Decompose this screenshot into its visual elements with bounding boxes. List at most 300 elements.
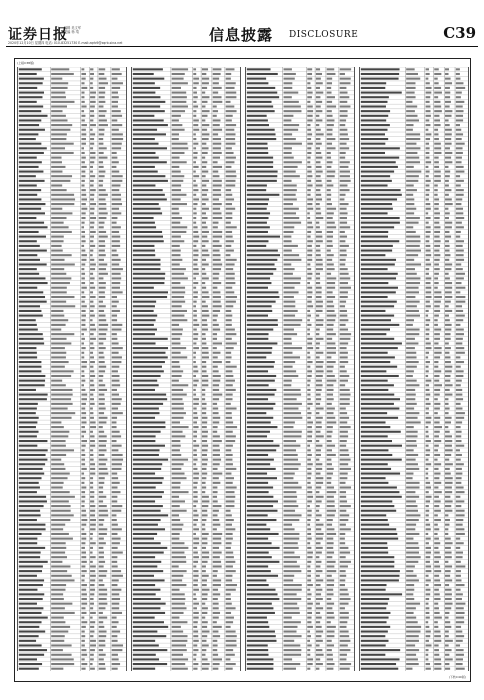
table-cell-text (406, 552, 419, 554)
table-cell-text (112, 175, 123, 177)
table-cell-text (202, 603, 205, 605)
table-cell-text (112, 380, 120, 382)
table-cell-text (226, 184, 236, 186)
table-cell-text (226, 231, 232, 233)
table-cell-text (456, 319, 463, 321)
table-cell-text (456, 547, 460, 549)
table-cell-text (327, 454, 336, 456)
table-cell-text (90, 407, 93, 409)
table-cell-text (193, 459, 197, 461)
table-cell-text (456, 496, 461, 498)
table-cell-text (361, 593, 402, 595)
table-cell-text (456, 533, 465, 535)
table-cell-text (434, 612, 439, 614)
table-cell-text (81, 356, 84, 358)
table-cell-text (426, 440, 431, 442)
table-cell-text (445, 468, 450, 470)
table-cell-text (316, 519, 320, 521)
table-cell-text (81, 180, 84, 182)
table-cell-text (327, 593, 334, 595)
table-cell-text (406, 621, 418, 623)
table-cell-text (112, 426, 117, 428)
table-cell-text (112, 291, 123, 293)
table-cell-text (445, 110, 452, 112)
table-cell-text (193, 194, 196, 196)
table-cell-text (456, 231, 461, 233)
table-cell-text (327, 222, 335, 224)
table-cell-text (316, 649, 322, 651)
section-title-chinese: 信息披露 (209, 26, 274, 44)
table-cell-text (406, 370, 414, 372)
table-cell-text (456, 440, 462, 442)
table-cell-text (193, 640, 198, 642)
table-cell-text (307, 454, 312, 456)
table-cell-text (456, 366, 461, 368)
table-cell-text (445, 384, 453, 386)
table-cell-text (226, 473, 232, 475)
table-cell-text (327, 338, 332, 340)
table-cell-text (434, 407, 440, 409)
table-cell-text (327, 319, 336, 321)
table-cell-text (340, 417, 349, 419)
table-cell-text (426, 287, 432, 289)
table-cell-text (316, 129, 321, 131)
table-cell-text (193, 203, 197, 205)
table-cell-text (81, 73, 86, 75)
table-cell-text (247, 547, 280, 549)
table-cell-text (172, 194, 187, 196)
table-cell-text (284, 291, 299, 293)
table-cell-text (193, 119, 199, 121)
table-cell-text (112, 477, 118, 479)
table-cell-text (226, 171, 236, 173)
table-cell-text (247, 282, 272, 284)
table-cell-text (226, 152, 234, 154)
table-cell-text (247, 658, 274, 660)
table-cell-text (133, 315, 157, 317)
table-cell-text (172, 486, 180, 488)
table-cell-text (426, 668, 431, 670)
table-cell-text (307, 398, 311, 400)
table-cell-text (172, 510, 187, 512)
table-cell-text (90, 129, 93, 131)
table-cell-text (226, 519, 234, 521)
table-cell-text (172, 184, 181, 186)
table-cell-text (226, 147, 232, 149)
table-cell-text (213, 612, 220, 614)
table-cell-text (202, 333, 206, 335)
table-cell-text (213, 440, 222, 442)
table-cell-text (426, 468, 429, 470)
table-cell-text (327, 315, 336, 317)
table-cell-text (19, 561, 48, 563)
table-cell-text (247, 524, 267, 526)
table-cell-text (340, 263, 346, 265)
table-cell-text (361, 356, 395, 358)
table-cell-text (213, 589, 218, 591)
table-cell-text (226, 459, 233, 461)
table-cell-text (172, 171, 181, 173)
table-cell-text (426, 305, 431, 307)
table-cell-text (445, 87, 450, 89)
table-cell-text (434, 189, 437, 191)
table-cell-text (456, 250, 464, 252)
table-cell-text (361, 282, 389, 284)
table-cell-text (193, 370, 198, 372)
table-cell-text (406, 282, 420, 284)
table-cell-text (327, 542, 334, 544)
table-cell-text (99, 324, 108, 326)
table-cell-text (426, 101, 430, 103)
table-cell-text (284, 561, 297, 563)
table-cell-text (284, 217, 300, 219)
table-cell-text (284, 384, 292, 386)
table-cell-text (193, 384, 197, 386)
table-cell-text (434, 384, 442, 386)
table-cell-text (340, 138, 349, 140)
table-cell-text (426, 556, 431, 558)
table-cell-text (90, 263, 96, 265)
table-cell-text (213, 73, 221, 75)
table-cell-text (456, 417, 464, 419)
table-cell-text (445, 166, 448, 168)
table-cell-text (316, 254, 321, 256)
table-cell-text (307, 73, 312, 75)
table-cell-text (456, 556, 463, 558)
table-cell-text (307, 161, 310, 163)
table-cell-text (99, 621, 104, 623)
table-cell-text (172, 119, 179, 121)
table-cell-text (213, 245, 222, 247)
table-cell-text (445, 250, 449, 252)
table-cell-text (456, 352, 465, 354)
table-cell-text (226, 198, 234, 200)
table-cell-text (99, 152, 104, 154)
table-cell-text (51, 552, 65, 554)
table-cell-text (51, 426, 64, 428)
table-cell-text (316, 556, 319, 558)
table-cell-text (51, 328, 61, 330)
table-cell-text (99, 538, 104, 540)
table-cell-text (90, 575, 96, 577)
table-cell-text (90, 273, 93, 275)
table-cell-text (406, 208, 416, 210)
table-cell-text (112, 454, 123, 456)
table-cell-text (327, 105, 336, 107)
table-cell-text (202, 654, 206, 656)
table-cell-text (456, 612, 465, 614)
table-cell-text (307, 658, 313, 660)
table-cell-text (247, 259, 278, 261)
table-cell-text (406, 440, 416, 442)
table-cell-text (99, 217, 107, 219)
table-cell-text (340, 421, 348, 423)
table-cell-text (247, 319, 278, 321)
table-cell-text (456, 491, 465, 493)
table-cell-text (172, 547, 189, 549)
table-cell-text (81, 552, 86, 554)
table-cell-text (247, 375, 276, 377)
table-cell-text (112, 296, 117, 298)
table-cell-text (406, 366, 417, 368)
table-cell-text (81, 184, 84, 186)
table-cell-text (327, 589, 333, 591)
table-cell-text (247, 468, 276, 470)
table-cell-text (284, 505, 299, 507)
table-cell-text (284, 143, 302, 145)
table-cell-text (434, 394, 439, 396)
table-cell-text (226, 296, 237, 298)
table-cell-text (19, 384, 45, 386)
table-cell-text (81, 565, 85, 567)
table-cell-text (406, 212, 414, 214)
table-cell-text (361, 533, 397, 535)
table-cell-text (81, 593, 86, 595)
table-cell-text (247, 394, 275, 396)
table-cell-text (340, 287, 351, 289)
table-cell-text (81, 87, 87, 89)
table-cell-text (307, 486, 312, 488)
table-cell-text (434, 333, 440, 335)
table-cell-text (284, 630, 297, 632)
table-cell-text (284, 240, 292, 242)
table-cell-text (213, 328, 220, 330)
table-cell-text (247, 203, 268, 205)
table-cell-text (202, 528, 206, 530)
table-cell-text (327, 254, 334, 256)
table-cell-text (406, 468, 419, 470)
table-cell-text (284, 282, 301, 284)
table-cell-text (202, 222, 206, 224)
table-cell-text (327, 468, 334, 470)
table-cell-text (434, 222, 439, 224)
table-cell-text (361, 194, 402, 196)
table-cell-text (406, 435, 417, 437)
table-cell-text (406, 82, 415, 84)
table-cell-text (445, 277, 450, 279)
table-cell-text (51, 175, 72, 177)
table-cell-text (51, 389, 72, 391)
table-cell-text (316, 78, 321, 80)
table-cell-text (361, 250, 392, 252)
table-cell-text (340, 352, 348, 354)
table-cell-text (406, 384, 419, 386)
table-cell-text (316, 398, 321, 400)
table-cell-text (361, 273, 398, 275)
table-cell-text (226, 575, 233, 577)
table-cell-text (99, 105, 104, 107)
table-cell-text (213, 412, 219, 414)
table-cell-text (327, 189, 331, 191)
table-cell-text (307, 147, 311, 149)
table-cell-text (51, 398, 71, 400)
table-cell-text (133, 333, 155, 335)
table-cell-text (90, 477, 93, 479)
table-cell-text (133, 398, 167, 400)
table-cell-text (90, 370, 94, 372)
table-cell-text (51, 584, 66, 586)
table-cell-text (133, 533, 157, 535)
table-cell-text (445, 338, 451, 340)
table-cell-text (213, 649, 218, 651)
table-cell-text (327, 538, 334, 540)
table-cell-text (445, 630, 449, 632)
table-cell-text (284, 133, 293, 135)
table-cell-text (327, 96, 335, 98)
table-cell-text (445, 115, 451, 117)
table-cell-text (327, 361, 336, 363)
table-cell-text (193, 542, 199, 544)
table-cell-text (284, 486, 302, 488)
table-cell-text (406, 561, 418, 563)
table-cell-text (307, 496, 313, 498)
table-cell-text (172, 198, 181, 200)
table-cell-text (456, 110, 464, 112)
table-cell-text (226, 180, 236, 182)
table-cell-text (340, 640, 351, 642)
table-cell-text (193, 607, 197, 609)
table-cell-text (340, 477, 348, 479)
table-cell-text (133, 296, 167, 298)
table-cell-text (133, 412, 160, 414)
table-cell-text (307, 417, 311, 419)
table-cell-text (90, 180, 94, 182)
table-cell-text (340, 356, 348, 358)
table-cell-text (307, 528, 311, 530)
table-cell-text (51, 319, 68, 321)
table-cell-text (426, 644, 432, 646)
table-cell-text (213, 598, 218, 600)
table-cell-text (133, 607, 161, 609)
table-cell-text (284, 305, 296, 307)
table-cell-text (51, 589, 65, 591)
table-cell-text (327, 115, 333, 117)
table-cell-text (112, 152, 117, 154)
table-cell-text (193, 245, 196, 247)
table-cell-text (284, 589, 302, 591)
table-cell-text (445, 129, 452, 131)
table-cell-text (226, 607, 236, 609)
table-cell-text (284, 617, 292, 619)
table-cell-text (307, 189, 311, 191)
table-cell-text (112, 236, 121, 238)
table-cell-text (81, 352, 84, 354)
table-cell-text (172, 370, 183, 372)
table-cell-text (247, 612, 275, 614)
table-cell-text (445, 217, 449, 219)
table-cell-text (361, 542, 387, 544)
table-cell-text (19, 222, 44, 224)
table-cell-text (99, 240, 105, 242)
table-cell-text (226, 82, 236, 84)
table-cell-text (307, 361, 312, 363)
table-cell-text (81, 366, 86, 368)
table-cell-text (426, 463, 432, 465)
table-cell-text (90, 338, 96, 340)
table-cell-text (226, 124, 236, 126)
table-cell-text (81, 328, 86, 330)
table-cell-text (19, 403, 38, 405)
table-cell-text (284, 435, 302, 437)
table-cell-text (51, 654, 71, 656)
table-cell-text (406, 68, 414, 70)
table-cell-text (307, 212, 309, 214)
table-cell-text (193, 305, 196, 307)
table-cell-text (19, 291, 43, 293)
table-cell-text (193, 352, 196, 354)
table-cell-text (172, 310, 187, 312)
table-cell-text (202, 570, 206, 572)
table-cell-text (112, 333, 117, 335)
table-cell-text (406, 403, 417, 405)
table-cell-text (434, 607, 439, 609)
table-cell-text (307, 463, 312, 465)
table-cell-text (193, 361, 196, 363)
table-cell-text (434, 315, 439, 317)
table-cell-text (90, 459, 94, 461)
table-cell-text (361, 477, 386, 479)
table-cell-text (316, 454, 321, 456)
table-cell-text (426, 259, 430, 261)
table-cell-text (172, 389, 183, 391)
table-cell-text (172, 342, 181, 344)
table-cell-text (193, 635, 198, 637)
table-cell-text (51, 565, 70, 567)
table-cell-text (202, 589, 210, 591)
table-cell-text (81, 78, 85, 80)
table-cell-text (361, 528, 396, 530)
table-cell-text (316, 431, 321, 433)
table-cell-text (327, 356, 332, 358)
table-cell-text (81, 398, 87, 400)
table-cell-text (247, 556, 272, 558)
table-cell-text (406, 119, 419, 121)
table-cell-text (213, 161, 218, 163)
table-cell-text (226, 421, 233, 423)
table-cell-text (456, 166, 464, 168)
table-cell-text (456, 194, 464, 196)
table-cell-text (81, 445, 85, 447)
table-cell-text (445, 198, 452, 200)
table-cell-text (226, 138, 235, 140)
table-column-4 (359, 67, 469, 671)
table-cell-text (112, 644, 123, 646)
table-cell-text (133, 524, 158, 526)
table-cell-text (193, 407, 196, 409)
table-cell-text (213, 152, 222, 154)
table-cell-text (202, 380, 208, 382)
newspaper-logo: 证券日报 (8, 27, 68, 43)
table-cell-text (340, 644, 348, 646)
table-cell-text (213, 143, 222, 145)
table-cell-text (133, 468, 161, 470)
table-cell-text (51, 575, 72, 577)
table-cell-text (426, 115, 431, 117)
table-cell-text (316, 333, 319, 335)
table-cell-text (284, 394, 302, 396)
table-cell-text (456, 184, 461, 186)
table-cell-text (202, 538, 207, 540)
table-cell-text (99, 575, 107, 577)
table-cell-text (51, 263, 75, 265)
table-cell-text (361, 203, 392, 205)
table-cell-text (81, 147, 84, 149)
table-cell-text (81, 617, 84, 619)
table-cell-text (426, 370, 429, 372)
table-cell-text (193, 129, 199, 131)
table-cell-text (99, 468, 108, 470)
table-cell-text (112, 68, 120, 70)
